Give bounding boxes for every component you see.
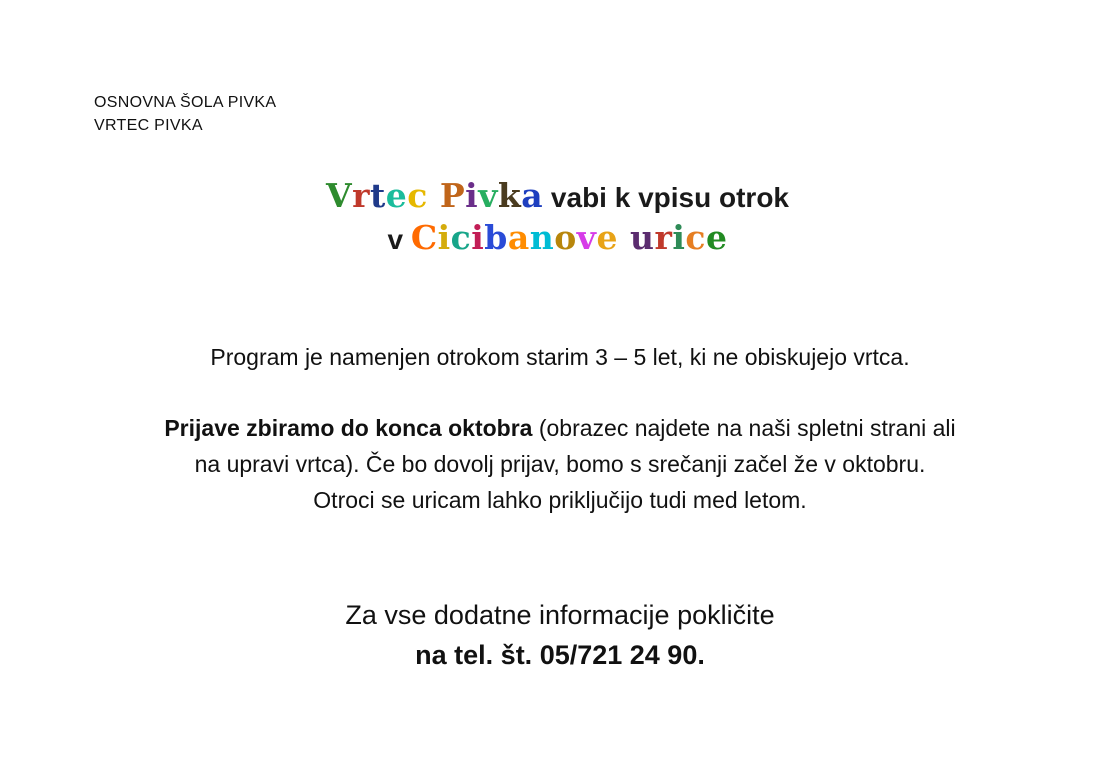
contact-line-1: Za vse dodatne informacije pokličite [345, 600, 775, 630]
colored-letter: P [439, 176, 466, 215]
colored-letter: a [521, 176, 544, 215]
headline-invite-text: vabi k vpisu otrok [543, 182, 790, 213]
colored-letter: a [507, 218, 530, 257]
program-age-line: Program je namenjen otrokom starim 3 – 5 let, ki ne obiskujejo vrtca. [210, 344, 910, 370]
colored-letter: C [410, 218, 438, 257]
colored-letter: b [484, 218, 508, 257]
colored-letter: i [465, 176, 479, 215]
contact-phone: na tel. št. 05/721 24 90. [415, 640, 705, 670]
colored-letter: k [497, 176, 522, 215]
colored-letter: o [554, 218, 577, 257]
colored-letter: t [369, 176, 386, 215]
colored-letter: c [450, 218, 472, 257]
applications-deadline: Prijave zbiramo do konca oktobra [164, 415, 533, 441]
applications-line-1 [0, 410, 1115, 446]
headline-prefix: v [387, 224, 411, 255]
brand-name [326, 176, 543, 215]
colored-letter: v [576, 218, 597, 257]
applications-line-2: na upravi vrtca). Če bo dovolj prijav, bomo s srečanji začel že v oktobru. [194, 451, 926, 477]
colored-letter: e [706, 218, 728, 257]
colored-letter: i [437, 218, 451, 257]
colored-letter [428, 176, 440, 216]
kindergarten-name: VRTEC PIVKA [94, 117, 203, 134]
applications-form-note: (obrazec najdete na naši spletni strani ali [532, 415, 956, 441]
colored-letter: u [629, 218, 655, 257]
program-name [411, 218, 728, 257]
applications-paragraph [0, 410, 1115, 518]
colored-letter: n [529, 218, 555, 257]
colored-letter: i [672, 218, 686, 257]
colored-letter: r [654, 218, 673, 257]
colored-letter: c [685, 218, 706, 257]
colored-letter [618, 218, 630, 258]
school-name: OSNOVNA ŠOLA PIVKA [94, 94, 277, 111]
colored-letter: i [471, 218, 485, 257]
contact-paragraph [0, 595, 1115, 675]
organization-header [94, 91, 276, 137]
colored-letter: V [325, 176, 353, 215]
program-description [0, 339, 1115, 375]
applications-line-3: Otroci se uricam lahko priključijo tudi med letom. [313, 487, 807, 513]
colored-letter: c [407, 176, 428, 215]
colored-letter: v [478, 176, 498, 215]
headline-line-1 [0, 176, 1115, 218]
colored-letter: r [352, 176, 370, 215]
colored-letter: e [596, 218, 618, 257]
headline-line-2 [0, 218, 1115, 260]
colored-letter: e [385, 176, 408, 215]
